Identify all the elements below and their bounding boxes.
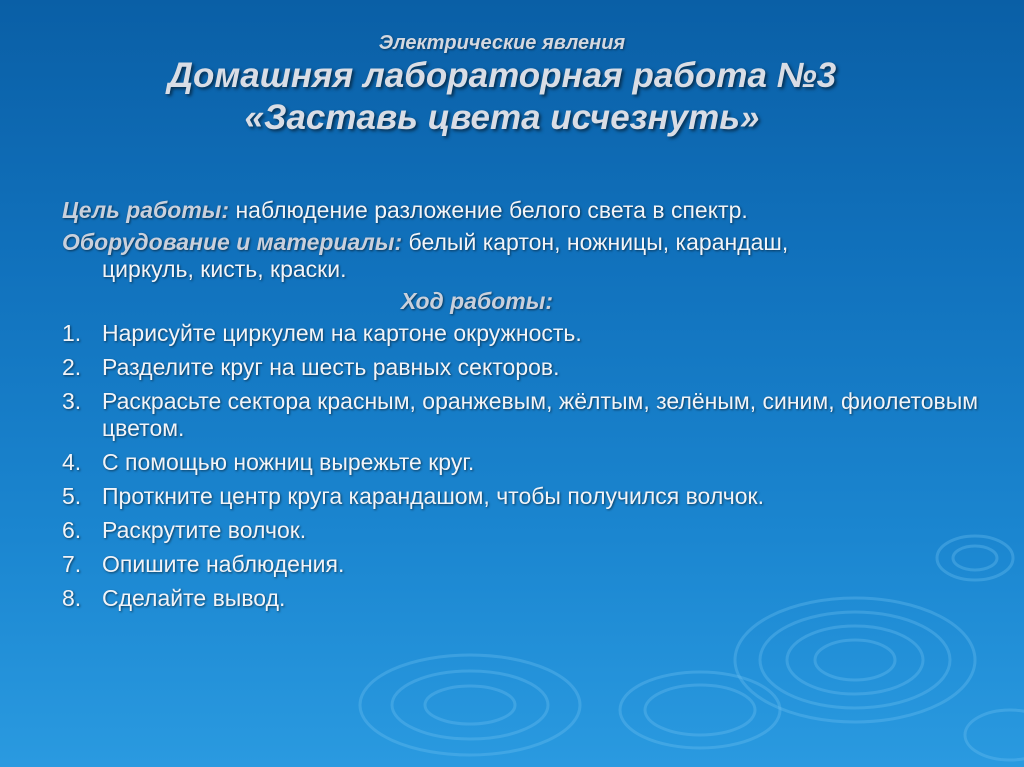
list-item <box>62 320 982 347</box>
step-number: 4. <box>62 449 82 475</box>
equipment-text-continued: циркуль, кисть, краски. <box>102 256 347 282</box>
step-text: Нарисуйте циркулем на картоне окружность. <box>102 320 582 346</box>
slide-title-line-2: «Заставь цвета исчезнуть» <box>244 98 760 137</box>
slide-title-line-1: Домашняя лабораторная работа №3 <box>167 56 837 95</box>
title-block <box>0 32 1024 139</box>
step-text: Раскрутите волчок. <box>102 517 307 543</box>
list-item <box>62 449 982 476</box>
step-number: 6. <box>62 517 82 543</box>
step-text: Проткните центр круга карандашом, чтобы получился волчок. <box>102 483 764 509</box>
step-text: Разделите круг на шесть равных секторов. <box>102 354 560 380</box>
list-item <box>62 483 982 510</box>
equipment-text: белый картон, ножницы, карандаш, <box>402 229 789 255</box>
list-item <box>62 551 982 578</box>
slide-subtitle: Электрические явления <box>378 32 626 54</box>
list-item <box>62 388 982 442</box>
step-number: 5. <box>62 483 82 509</box>
step-number: 2. <box>62 354 82 380</box>
slide-content <box>62 197 982 619</box>
goal-label: Цель работы: <box>62 197 230 223</box>
step-text: С помощью ножниц вырежьте круг. <box>102 449 475 475</box>
list-item <box>62 585 982 612</box>
equipment-paragraph <box>62 229 982 283</box>
procedure-heading: Ход работы: <box>400 288 553 314</box>
step-number: 3. <box>62 388 82 414</box>
goal-text: наблюдение разложение белого света в спектр. <box>229 197 748 223</box>
step-number: 7. <box>62 551 82 577</box>
equipment-label: Оборудование и материалы: <box>62 229 403 255</box>
step-number: 8. <box>62 585 82 611</box>
list-item <box>62 517 982 544</box>
goal-paragraph <box>62 197 982 224</box>
step-text: Раскрасьте сектора красным, оранжевым, жёлтым, зелёным, синим, фиолетовым цветом. <box>102 388 979 441</box>
step-text: Сделайте вывод. <box>102 585 286 611</box>
list-item <box>62 354 982 381</box>
step-text: Опишите наблюдения. <box>102 551 345 577</box>
procedure-steps-list <box>62 320 982 612</box>
step-number: 1. <box>62 320 82 346</box>
